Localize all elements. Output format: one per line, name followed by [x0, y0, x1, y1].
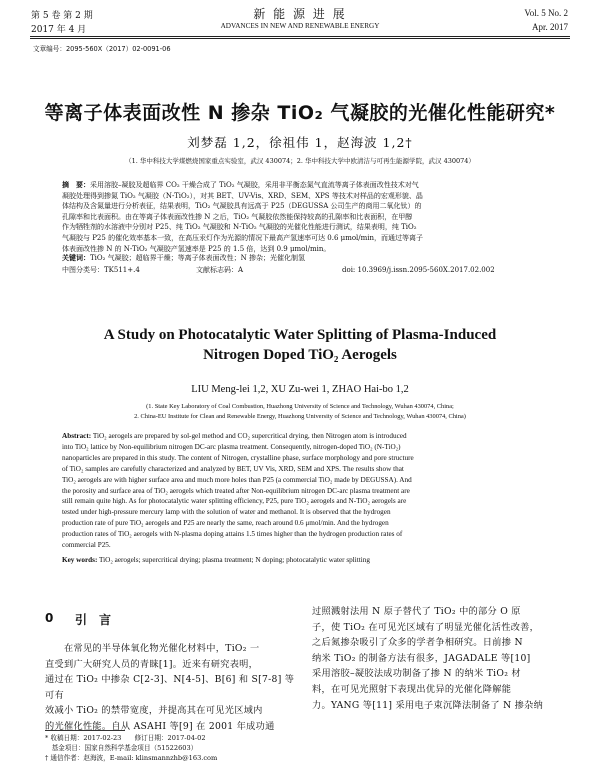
body-line: 纳米 TiO₂ 的制备方法有很多，JAGADALE 等[10]: [312, 652, 531, 664]
affiliation-en-2: 2. China-EU Institute for Clean and Renewable Energy, Huazhong University of Science and Technology, Wuhan 430074, China): [134, 413, 466, 420]
title-en-line2: Nitrogen Doped TiO₂ Aerogels: [203, 347, 397, 363]
abstract-en-line: TiO₂ aerogels are with higher surface area and much more holes than P25 (a commercial TiO₂ made by DEGUSSA). And: [62, 475, 412, 484]
body-line: 的光催化性能。自从 ASAHI 等[9] 在 2001 年成功通: [45, 720, 275, 732]
keywords-cn-label: 关键词：: [62, 253, 90, 262]
keywords-en-text: TiO₂ aerogels; supercritical drying; plasma treatment; N doping; photocatalytic water splitting: [99, 556, 370, 564]
abstract-en-line: TiO₂ aerogels are prepared by sol-gel method and CO₂ supercritical drying, then Nitrogen atom is introduced: [92, 432, 407, 440]
body-line: 料，在可见光照射下表现出优异的光催化降解能: [312, 683, 512, 695]
date-en: Apr. 2017: [532, 22, 568, 32]
abstract-en-line: still remain quite high. As for photocatalytic water splitting efficiency, P25, pure TiO₂ aerogels and N-TiO₂ aerogels are: [62, 497, 407, 506]
abstract-cn-line: 气凝胶与 P25 的催化效率基本一致，在高压汞灯作为光源的情况下最高产氢速率可达 0.6 μmol/min，而通过等离子: [62, 233, 424, 242]
body-line: 子，使 TiO₂ 在可见光区域有了明显光催化活性改善，: [312, 621, 540, 633]
abstract-cn: [62, 180, 552, 254]
body-line: 通过在 TiO₂ 中掺杂 C[2-3]、N[4-5]、B[6] 和 S[7-8] 等可有: [45, 674, 295, 701]
title-cn: 等离子体表面改性 N 掺杂 TiO₂ 气凝胶的光催化性能研究*: [44, 102, 556, 124]
affiliation-en-1: (1. State Key Laboratory of Coal Combustion, Huazhong University of Science and Technology, Wuhan 430074, China;: [146, 403, 454, 410]
intro-left-column: [45, 641, 303, 735]
volume-en: Vol. 5 No. 2: [524, 8, 568, 18]
keywords-en-label: Key words:: [62, 556, 98, 564]
abstract-cn-line: 凝胶处理得到掺氮 TiO₂ 气凝胶（N-TiO₂），对其 BET、UV-Vis、XRD、SEM、XPS 等技术对样品的宏观形貌、晶: [62, 191, 423, 200]
body-line: 力。YANG 等[11] 采用电子束沉降法制备了 N 掺杂纳: [312, 699, 544, 711]
intro-right-column: [312, 604, 570, 713]
abstract-cn-line: 孔隙率和比表面积。由在等离子体表面改性掺 N 之后，TiO₂ 气凝胶依然能保持较高的孔隙率和比表面积，在甲醇: [62, 212, 413, 221]
document-code: 文献标志码：A: [196, 266, 244, 274]
date-cn: 2017 年 4 月: [31, 25, 87, 35]
header-rule-thin: [30, 38, 570, 39]
abstract-en-line: production rate of pure TiO₂ aerogels and P25 are nearly the same, reach around 0.6 μmol/min. And the hydrogen: [62, 519, 389, 528]
abstract-en-line: the porosity and surface area of TiO₂ aerogels which treated after Non-equilibrium nitrogen DC-arc plasma treatment are: [62, 486, 410, 495]
keywords-cn-text: TiO₂ 气凝胶；超临界干燥；等离子体表面改性；N 掺杂；光催化制氢: [90, 254, 306, 262]
keywords-cn: [62, 253, 552, 264]
abstract-en-line: of TiO₂ samples are carefully characterized and analyzed by BET, UV Vis, XRD, SEM and XPS. The results show that: [62, 464, 404, 473]
abstract-en-line: into TiO₂ lattice by Non-equilibrium nitrogen DC-arc plasma treatment. Consequently, nitrogen-doped TiO₂ (N-TiO₂): [62, 442, 401, 451]
keywords-en: [62, 555, 554, 566]
abstract-en-line: commercial P25.: [62, 541, 111, 550]
abstract-cn-label: 摘 要：: [62, 180, 90, 189]
abstract-cn-line: 作为牺牲剂的水溶液中分别对 P25、纯 TiO₂ 气凝胶和 N-TiO₂ 气凝胶的光催化性能进行测试，结果表明，纯 TiO₂: [62, 223, 417, 232]
abstract-cn-line: 体表面改性掺 N 的 N-TiO₂ 气凝胶产氢速率是 P25 的 1.5 倍，达到 0.9 μmol/min。: [62, 244, 331, 253]
footnote-line: * 收稿日期：2017-02-23 修订日期：2017-04-02: [45, 734, 206, 742]
doi: doi: 10.3969/j.issn.2095-560X.2017.02.002: [342, 266, 495, 274]
body-line: 效减小 TiO₂ 的禁带宽度，并提高其在可见光区域内: [45, 705, 263, 717]
footnote-line: 基金项目：国家自然科学基金项目（51522603）: [45, 744, 198, 752]
abstract-cn-line: 体结构及含氮量进行分析表征，结果表明，TiO₂ 气凝胶具有远高于 P25（DEGUSSA 公司生产的商用二氧化钛）的: [62, 202, 422, 211]
section-number: 0: [45, 611, 54, 625]
affiliation-cn: （1. 华中科技大学煤燃烧国家重点实验室，武汉 430074；2. 华中科技大学中欧清洁与可再生能源学院，武汉 430074）: [125, 157, 475, 165]
body-line: 在常见的半导体氧化物光催化材料中，TiO₂ 一: [45, 643, 260, 654]
body-line: 之后氮掺杂吸引了众多的学者争相研究。日前掺 N: [312, 637, 523, 649]
journal-title-cn: 新 能 源 进 展: [253, 7, 347, 21]
volume-cn: 第 5 卷 第 2 期: [31, 11, 93, 21]
body-line: 采用溶胶–凝胶法成功制备了掺 N 的纳米 TiO₂ 材: [312, 668, 521, 680]
footnote-line: † 通信作者：赵海波，E-mail: klinsmannzhb@163.com: [45, 754, 218, 762]
footnote-rule: [45, 730, 125, 731]
abstract-cn-line: 采用溶胶–凝胶及超临界 CO₂ 干燥合成了 TiO₂ 气凝胶，采用非平衡态氮气直流等离子体表面改性技术对气: [90, 181, 419, 189]
abstract-en-line: nanoparticles are prepared in this study. The content of Nitrogen, crystalline phase, surface morphology and pore structure: [62, 453, 414, 462]
body-line: 过照溅射法用 N 原子替代了 TiO₂ 中的部分 O 原: [312, 606, 521, 617]
abstract-en-line: tested under high-pressure mercury lamp with the solution of water and methanol. It is observed that the hydrogen: [62, 508, 391, 517]
abstract-en-label: Abstract:: [62, 432, 92, 440]
body-line: 直受到广大研究人员的青睐[1]。近来有研究表明，: [45, 658, 259, 670]
footnotes: [45, 733, 217, 763]
authors-en: LIU Meng-lei 1,2, XU Zu-wei 1, ZHAO Hai-bo 1,2: [191, 384, 409, 395]
journal-title-en: ADVANCES IN NEW AND RENEWABLE ENERGY: [220, 22, 380, 30]
section-title: 引 言: [75, 613, 112, 627]
article-number: 文章编号：2095-560X（2017）02-0091-06: [33, 45, 171, 53]
abstract-en: [62, 431, 554, 551]
header-rule: [30, 36, 570, 37]
authors-cn: 刘梦磊 1,2，徐祖伟 1，赵海波 1,2†: [187, 135, 413, 150]
title-en-line1: A Study on Photocatalytic Water Splitting of Plasma-Induced: [103, 327, 497, 343]
abstract-en-line: production rates of TiO₂ aerogels with N-plasma doping attains 1.5 times higher than the hydrogen production rates of: [62, 530, 403, 539]
clc-number: 中图分类号：TK511+.4: [62, 266, 140, 274]
